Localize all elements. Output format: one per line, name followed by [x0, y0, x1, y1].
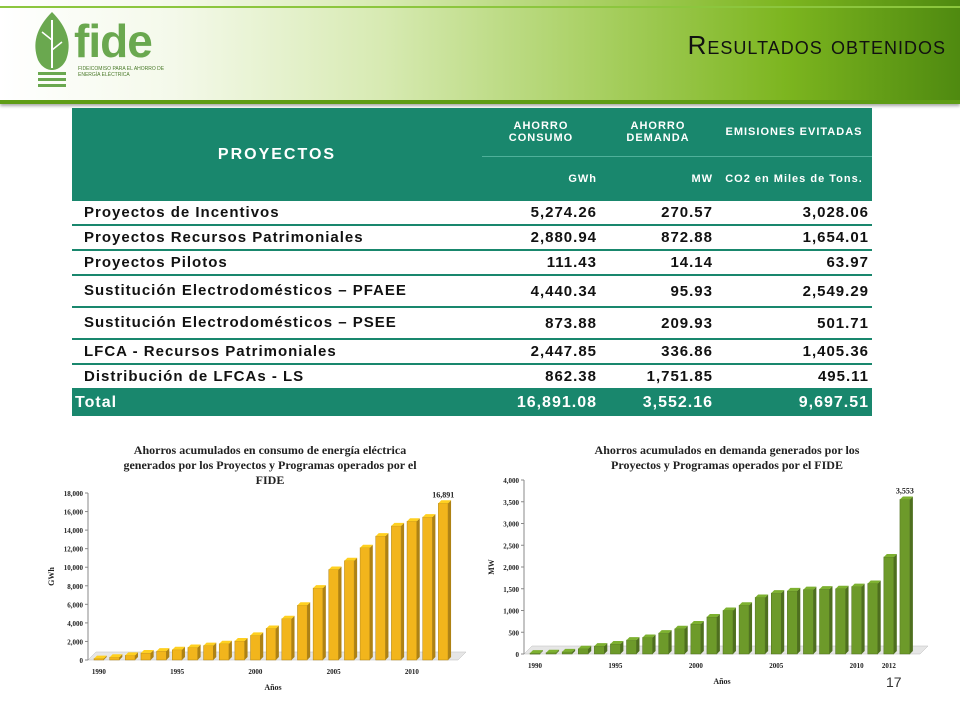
x-tick-label: 1995: [170, 668, 185, 676]
bar-side: [276, 625, 279, 660]
y-tick-label: 3,500: [503, 498, 519, 507]
bar: [530, 653, 540, 654]
banner-line: [0, 6, 960, 8]
y-tick-label: 10,000: [63, 564, 83, 573]
bar: [739, 605, 749, 654]
bar-side: [229, 641, 232, 660]
unit-consumo: GWh: [482, 157, 600, 202]
bar: [594, 646, 604, 654]
x-tick-label: 2010: [849, 662, 864, 670]
bar: [659, 633, 669, 654]
row-emisiones: 1,654.01: [716, 225, 872, 250]
demand-chart-svg: [482, 438, 932, 696]
header-ahorro-consumo: AHORRO CONSUMO: [508, 120, 574, 144]
y-tick-label: 2,500: [503, 542, 519, 551]
bar: [125, 655, 135, 660]
header-ahorro-demanda: AHORRO DEMANDA: [626, 120, 690, 144]
row-consumo: 5,274.26: [482, 201, 600, 225]
fide-logo: [30, 10, 180, 94]
x-tick-label: 1990: [527, 662, 542, 670]
unit-emisiones: CO2 en Miles de Tons.: [716, 157, 872, 202]
y-axis-label: GWh: [47, 567, 56, 586]
bar: [360, 548, 370, 660]
unit-demanda: MW: [600, 157, 716, 202]
data-label: 3,553: [895, 486, 914, 496]
bar: [836, 589, 846, 654]
logo-subtitle: FIDEICOMISO PARA EL AHORRO DE ENERGÍA ELÉCTRICA: [78, 66, 165, 78]
bar-side: [307, 602, 310, 660]
table-row: [72, 339, 872, 364]
x-tick-label: 2005: [769, 662, 784, 670]
row-consumo: 873.88: [482, 307, 600, 339]
bar: [438, 503, 448, 660]
consumption-chart: [40, 438, 470, 696]
row-name: LFCA - Recursos Patrimoniales: [72, 339, 482, 364]
bar-side: [878, 581, 881, 654]
row-name: Sustitución Electrodomésticos – PSEE: [72, 307, 482, 339]
x-tick-label: 2005: [326, 668, 341, 676]
x-tick-label: 2000: [248, 668, 263, 676]
bar-side: [260, 632, 263, 660]
row-demanda: 872.88: [600, 225, 716, 250]
bar-side: [669, 630, 672, 654]
total-demanda: 3,552.16: [600, 389, 716, 416]
header-banner: [0, 0, 960, 104]
bar: [94, 659, 104, 660]
row-name: Proyectos Pilotos: [72, 250, 482, 275]
projects-table: [72, 108, 872, 416]
bar: [546, 653, 556, 654]
row-emisiones: 63.97: [716, 250, 872, 275]
bar-side: [749, 602, 752, 654]
x-tick-label: 2012: [881, 662, 896, 670]
table-row: [72, 250, 872, 275]
bar: [884, 557, 894, 654]
bar-side: [213, 643, 216, 660]
chart-title: generados por los Proyectos y Programas operados por el: [123, 458, 417, 472]
bar-side: [717, 614, 720, 654]
bar: [376, 536, 386, 660]
bar-side: [733, 608, 736, 655]
bar: [407, 521, 417, 660]
bar: [723, 611, 733, 655]
row-consumo: 2,447.85: [482, 339, 600, 364]
bar: [204, 646, 214, 660]
bar-side: [701, 621, 704, 654]
bar-side: [432, 514, 435, 660]
table-row: [72, 275, 872, 307]
row-emisiones: 495.11: [716, 364, 872, 389]
bar-side: [862, 584, 865, 654]
row-name: Proyectos Recursos Patrimoniales: [72, 225, 482, 250]
bar: [266, 628, 276, 660]
bar-side: [894, 554, 897, 654]
bar-side: [245, 638, 248, 660]
y-tick-label: 6,000: [67, 601, 83, 610]
table-row: [72, 307, 872, 339]
y-tick-label: 14,000: [63, 527, 83, 536]
y-tick-label: 4,000: [67, 619, 83, 628]
bar-side: [765, 594, 768, 654]
bar: [235, 641, 245, 660]
total-consumo: 16,891.08: [482, 389, 600, 416]
row-demanda: 336.86: [600, 339, 716, 364]
bar: [251, 635, 261, 660]
bar-side: [829, 586, 832, 654]
bar-side: [354, 558, 357, 660]
row-name: Sustitución Electrodomésticos – PFAEE: [72, 275, 482, 307]
table-row: [72, 201, 872, 225]
y-tick-label: 1,000: [503, 607, 519, 616]
leaf-icon: [30, 10, 74, 90]
y-tick-label: 0: [515, 651, 519, 659]
row-name: Proyectos de Incentivos: [72, 201, 482, 225]
y-tick-label: 3,000: [503, 520, 519, 529]
page-title: Resultados obtenidos: [687, 30, 946, 60]
bar: [157, 651, 167, 660]
bar: [578, 649, 588, 654]
bar-side: [781, 590, 784, 654]
y-axis-label: MW: [487, 559, 496, 575]
bar: [707, 617, 717, 654]
chart-title: Ahorros acumulados en consumo de energía eléctrica: [133, 443, 407, 457]
row-demanda: 209.93: [600, 307, 716, 339]
bar: [771, 593, 781, 654]
chart-title: FIDE: [255, 473, 285, 487]
bar: [803, 590, 813, 654]
bar: [141, 653, 151, 660]
bar: [627, 640, 637, 654]
bar-side: [813, 587, 816, 654]
chart-title: Proyectos y Programas operados por el FIDE: [611, 458, 843, 472]
bar: [344, 561, 354, 660]
bar-side: [370, 545, 373, 660]
header-proyectos: PROYECTOS: [217, 145, 337, 163]
row-emisiones: 2,549.29: [716, 275, 872, 307]
y-tick-label: 1,500: [503, 585, 519, 594]
bar: [787, 591, 797, 654]
bar-side: [323, 585, 326, 660]
row-demanda: 270.57: [600, 201, 716, 225]
bar: [329, 570, 339, 660]
y-tick-label: 18,000: [63, 490, 83, 498]
bar-side: [685, 626, 688, 654]
row-demanda: 14.14: [600, 250, 716, 275]
y-tick-label: 8,000: [67, 582, 83, 591]
bar-side: [417, 518, 420, 660]
bar-side: [401, 523, 404, 660]
y-tick-label: 16,000: [63, 508, 83, 517]
bar: [675, 629, 685, 654]
total-emisiones: 9,697.51: [716, 389, 872, 416]
row-consumo: 862.38: [482, 364, 600, 389]
row-name: Distribución de LFCAs - LS: [72, 364, 482, 389]
bar-side: [797, 588, 800, 654]
bar: [219, 644, 229, 660]
bar: [691, 624, 701, 654]
bar-side: [448, 500, 451, 660]
row-emisiones: 1,405.36: [716, 339, 872, 364]
bar: [391, 526, 401, 660]
data-label: 16,891: [432, 490, 455, 500]
bar: [188, 647, 198, 660]
table-row: [72, 364, 872, 389]
row-emisiones: 3,028.06: [716, 201, 872, 225]
row-consumo: 111.43: [482, 250, 600, 275]
bar-side: [338, 567, 341, 660]
x-tick-label: 1990: [91, 668, 106, 676]
bar: [820, 589, 830, 654]
logo-text: fide: [74, 15, 152, 67]
x-axis-label: Años: [264, 683, 282, 692]
bar-side: [910, 496, 913, 654]
row-consumo: 4,440.34: [482, 275, 600, 307]
y-tick-label: 2,000: [67, 638, 83, 647]
x-tick-label: 2000: [688, 662, 703, 670]
total-label: Total: [72, 389, 482, 416]
row-consumo: 2,880.94: [482, 225, 600, 250]
bar: [423, 517, 433, 660]
x-axis-label: Años: [713, 677, 731, 686]
row-demanda: 95.93: [600, 275, 716, 307]
demand-chart: [482, 438, 932, 696]
y-tick-label: 12,000: [63, 545, 83, 554]
row-emisiones: 501.71: [716, 307, 872, 339]
bar-side: [653, 634, 656, 654]
page-number: 17: [886, 674, 902, 690]
row-demanda: 1,751.85: [600, 364, 716, 389]
chart-title: Ahorros acumulados en demanda generados por los: [594, 443, 860, 457]
bar: [562, 652, 572, 654]
bar: [755, 597, 765, 654]
total-row: [72, 389, 872, 416]
consumption-chart-svg: [40, 438, 470, 696]
x-tick-label: 1995: [608, 662, 623, 670]
bar: [282, 619, 292, 660]
bar-side: [292, 616, 295, 660]
bar: [172, 650, 182, 660]
x-tick-label: 2010: [404, 668, 419, 676]
bar: [868, 584, 878, 654]
table-row: [72, 225, 872, 250]
y-tick-label: 2,000: [503, 564, 519, 572]
y-tick-label: 4,000: [503, 477, 519, 485]
bar: [852, 587, 862, 654]
bar: [313, 588, 323, 660]
bar: [110, 657, 120, 660]
bar: [297, 605, 307, 660]
bar: [900, 499, 910, 654]
header-emisiones: EMISIONES EVITADAS: [725, 126, 863, 138]
bar: [643, 637, 653, 654]
y-tick-label: 0: [79, 657, 83, 665]
bar-side: [385, 533, 388, 660]
bar-side: [846, 586, 849, 654]
bar: [610, 644, 620, 654]
y-tick-label: 500: [508, 629, 519, 638]
